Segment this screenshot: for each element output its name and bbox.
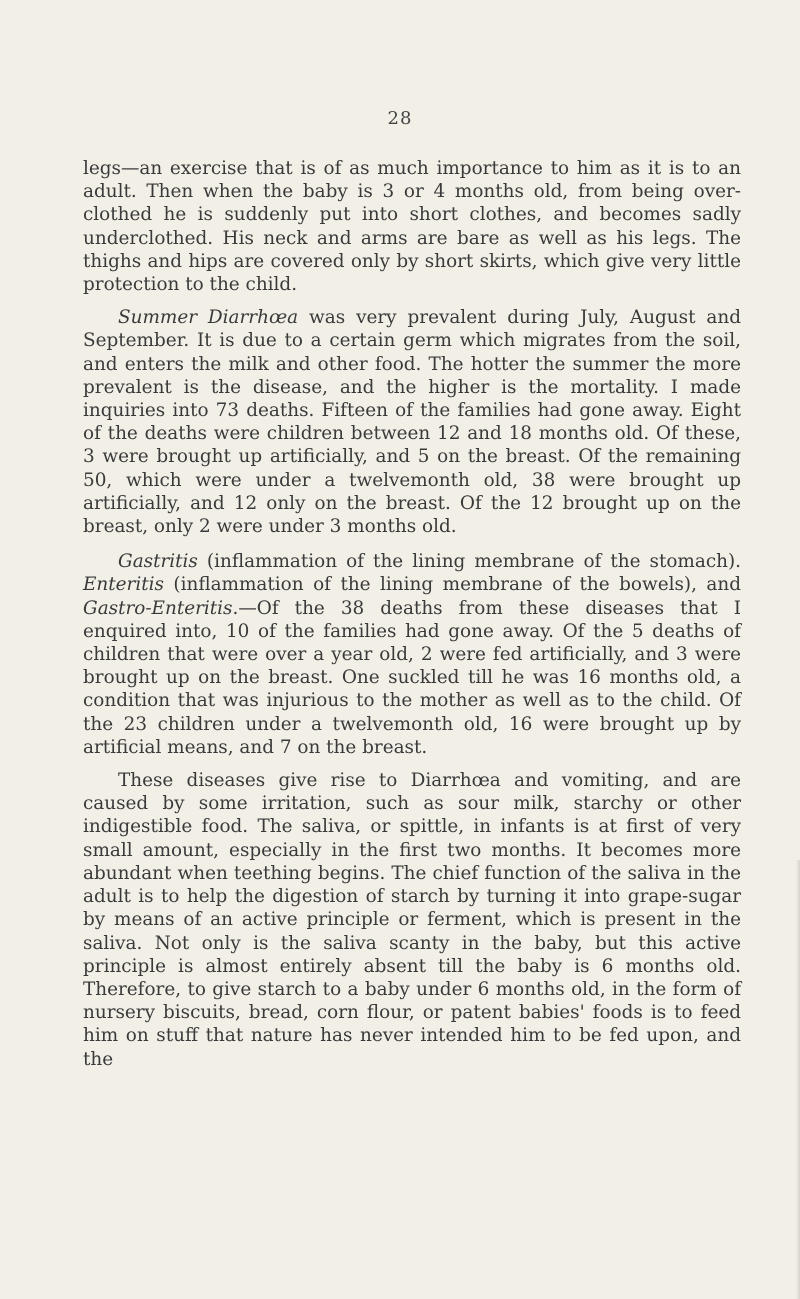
gastro-enteritis-text: .—Of the 38 deaths from these diseases that I enquired into, 10 of the families had gone away. Of the 5 deaths of children that were over a year old, 2 were fed artificially, and 3 were brought up on the breast. One suckled till he was 16 months old, a condition that was injurious to the mother as well as to the child. Of the 23 children under a twelvemonth old, 16 were brought up by artificial means, and 7 on the breast. bbox=[83, 597, 741, 758]
term-gastro-enteritis: Gastro-Enteritis bbox=[83, 597, 233, 619]
paragraph-gastritis-enteritis bbox=[83, 550, 741, 759]
paragraph-summer-diarrhoea bbox=[83, 306, 741, 538]
paragraph-clothing: legs—an exercise that is of as much importance to him as it is to an adult. Then when the baby is 3 or 4 months old, from being over-clothed he is suddenly put into short clothes, and becomes sadly underclothed. His neck and arms are bare as well as his legs. The thighs and hips are covered only by short skirts, which give very little protection to the child. bbox=[83, 158, 741, 296]
page-edge-shadow bbox=[796, 860, 800, 1299]
term-summer-diarrhoea: Summer Diarrhœa bbox=[118, 307, 299, 329]
paragraph-summer-diarrhoea-text: was very prevalent during July, August and September. It is due to a certain germ which migrates from the soil, and enters the milk and other food. The hotter the summer the more prevalent is the disease, and the higher is the mortality. I made inquiries into 73 deaths. Fifteen of the families had gone away. Eight of the deaths were children between 12 and 18 months old. Of these, 3 were brought up artificially, and 5 on the breast. Of the remaining 50, which were under a twelvemonth old, 38 were brought up artificially, and 12 only on the breast. Of the 12 brought up on the breast, only 2 were under 3 months old. bbox=[83, 307, 741, 538]
term-enteritis: Enteritis bbox=[83, 574, 164, 596]
paragraph-saliva: These diseases give rise to Diarrhœa and vomiting, and are caused by some irritation, such as sour milk, starchy or other indigestible food. The saliva, or spittle, in infants is at first of very small amount, especially in the first two months. It becomes more abundant when teething begins. The chief function of the saliva in the adult is to help the digestion of starch by turning it into grape-sugar by means of an active principle or ferment, which is present in the saliva. Not only is the saliva scanty in the baby, but this active principle is almost entirely absent till the baby is 6 months old. Therefore, to give starch to a baby under 6 months old, in the form of nursery biscuits, bread, corn flour, or patent babies' foods is to feed him on stuff that nature has never intended him to be fed upon, and the bbox=[83, 770, 741, 1070]
gastritis-text: (inflammation of the lining membrane of the stomach). bbox=[197, 551, 741, 573]
page-number: 28 bbox=[387, 108, 413, 129]
body-text bbox=[83, 157, 741, 1071]
term-gastritis: Gastritis bbox=[118, 551, 198, 573]
enteritis-text: (inflammation of the lining membrane of the bowels), and bbox=[163, 574, 741, 596]
